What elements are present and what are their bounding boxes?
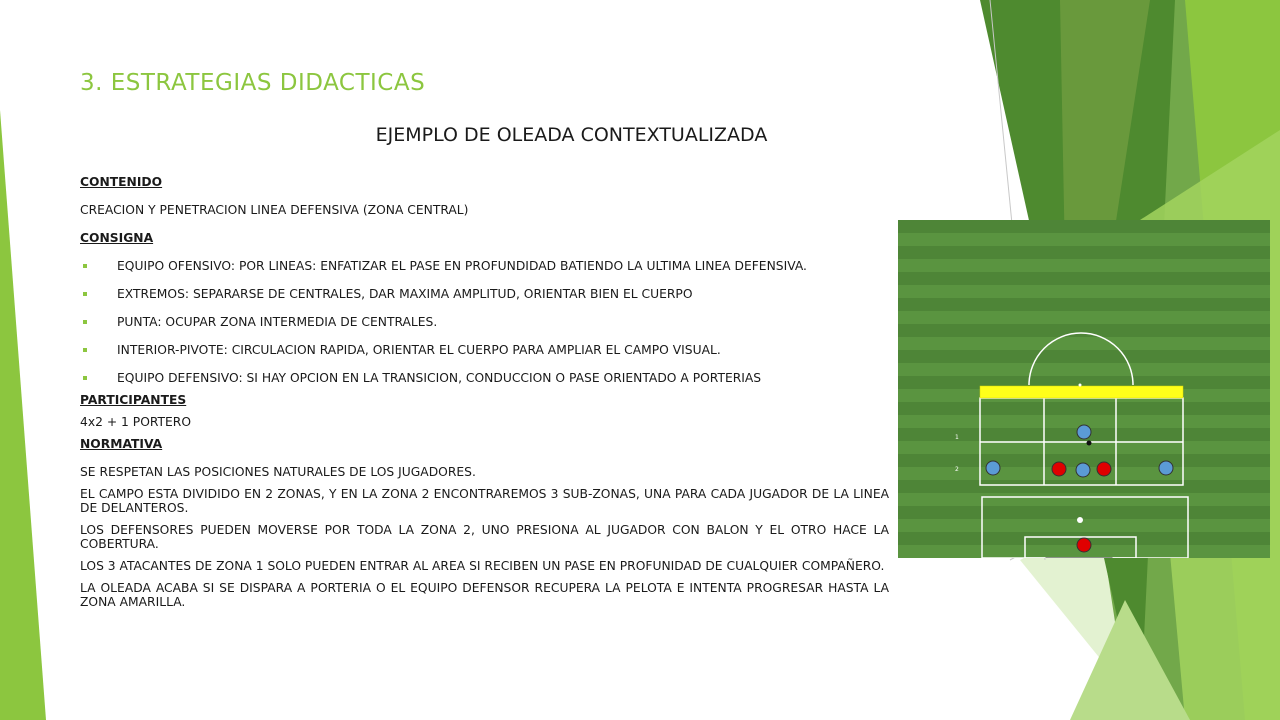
zone-label-1: 1 [955, 434, 959, 441]
slide-title: 3. ESTRATEGIAS DIDACTICAS [80, 70, 426, 96]
normativa-paragraph: SE RESPETAN LAS POSICIONES NATURALES DE LOS JUGADORES. [80, 465, 476, 479]
consigna-item-text: PUNTA: OCUPAR ZONA INTERMEDIA DE CENTRALES. [117, 315, 438, 329]
square-bullet-icon [83, 348, 87, 352]
slide-subtitle: EJEMPLO DE OLEADA CONTEXTUALIZADA [375, 124, 768, 146]
participantes-heading: PARTICIPANTES [80, 393, 187, 407]
defender-player [1052, 462, 1066, 476]
normativa-paragraph: LA OLEADA ACABA SI SE DISPARA A PORTERIA O EL EQUIPO DEFENSOR RECUPERA LA PELOTA E INTENTA PROGRESAR HASTA LA ZONA AMARILLA. [80, 581, 889, 609]
attacker-player [1159, 461, 1173, 475]
square-bullet-icon [83, 292, 87, 296]
grass-stripe [898, 324, 1270, 337]
center-spot [1079, 384, 1082, 387]
consigna-item-text: EXTREMOS: SEPARARSE DE CENTRALES, DAR MAXIMA AMPLITUD, ORIENTAR BIEN EL CUERPO [117, 287, 693, 301]
consigna-item [80, 371, 889, 385]
penalty-spot [1077, 517, 1083, 523]
grass-stripe [898, 402, 1270, 415]
consigna-item [80, 259, 889, 273]
goalkeeper-player [1077, 538, 1091, 552]
attacker-player [1076, 463, 1090, 477]
attacker-player [1077, 425, 1091, 439]
consigna-item-text: INTERIOR-PIVOTE: CIRCULACION RAPIDA, ORIENTAR EL CUERPO PARA AMPLIAR EL CAMPO VISUAL. [117, 343, 721, 357]
grass-stripe [898, 298, 1270, 311]
consigna-item [80, 287, 889, 301]
deco-light-triangle-bottom-left [0, 110, 46, 720]
square-bullet-icon [83, 376, 87, 380]
grass-stripe [898, 506, 1270, 519]
consigna-item [80, 343, 889, 357]
yellow-zone [980, 386, 1183, 398]
square-bullet-icon [83, 264, 87, 268]
consigna-item-text: EQUIPO OFENSIVO: POR LINEAS: ENFATIZAR EL PASE EN PROFUNDIDAD BATIENDO LA ULTIMA LINEA DEFENSIVA. [117, 259, 807, 273]
grass-stripe [898, 246, 1270, 259]
participantes-text: 4x2 + 1 PORTERO [80, 415, 192, 429]
grass-stripe [898, 480, 1270, 493]
normativa-heading: NORMATIVA [80, 437, 163, 451]
consigna-list [80, 259, 889, 385]
contenido-text: CREACION Y PENETRACION LINEA DEFENSIVA (ZONA CENTRAL) [80, 203, 469, 217]
normativa-paragraph: EL CAMPO ESTA DIVIDIDO EN 2 ZONAS, Y EN LA ZONA 2 ENCONTRAREMOS 3 SUB-ZONAS, UNA PARA CADA JUGADOR DE LA LINEA DE DELANTEROS. [80, 487, 889, 515]
consigna-item-text: EQUIPO DEFENSIVO: SI HAY OPCION EN LA TRANSICION, CONDUCCION O PASE ORIENTADO A PORTERIAS [117, 371, 762, 385]
consigna-item [80, 315, 889, 329]
attacker-player [986, 461, 1000, 475]
normativa-paragraph: LOS 3 ATACANTES DE ZONA 1 SOLO PUEDEN ENTRAR AL AREA SI RECIBEN UN PASE EN PROFUNIDAD DE CUALQUIER COMPAÑERO. [80, 559, 885, 573]
contenido-heading: CONTENIDO [80, 175, 163, 189]
body-text [80, 175, 889, 609]
zone-label-2: 2 [955, 466, 959, 473]
consigna-heading: CONSIGNA [80, 231, 154, 245]
normativa-paragraph: LOS DEFENSORES PUEDEN MOVERSE POR TODA LA ZONA 2, UNO PRESIONA AL JUGADOR CON BALON Y EL OTRO HACE LA COBERTURA. [80, 523, 889, 551]
grass-stripe [898, 272, 1270, 285]
grass-stripe [898, 350, 1270, 363]
soccer-field-diagram [898, 220, 1270, 558]
grass-stripe [898, 220, 1270, 233]
defender-player [1097, 462, 1111, 476]
square-bullet-icon [83, 320, 87, 324]
ball [1087, 441, 1092, 446]
